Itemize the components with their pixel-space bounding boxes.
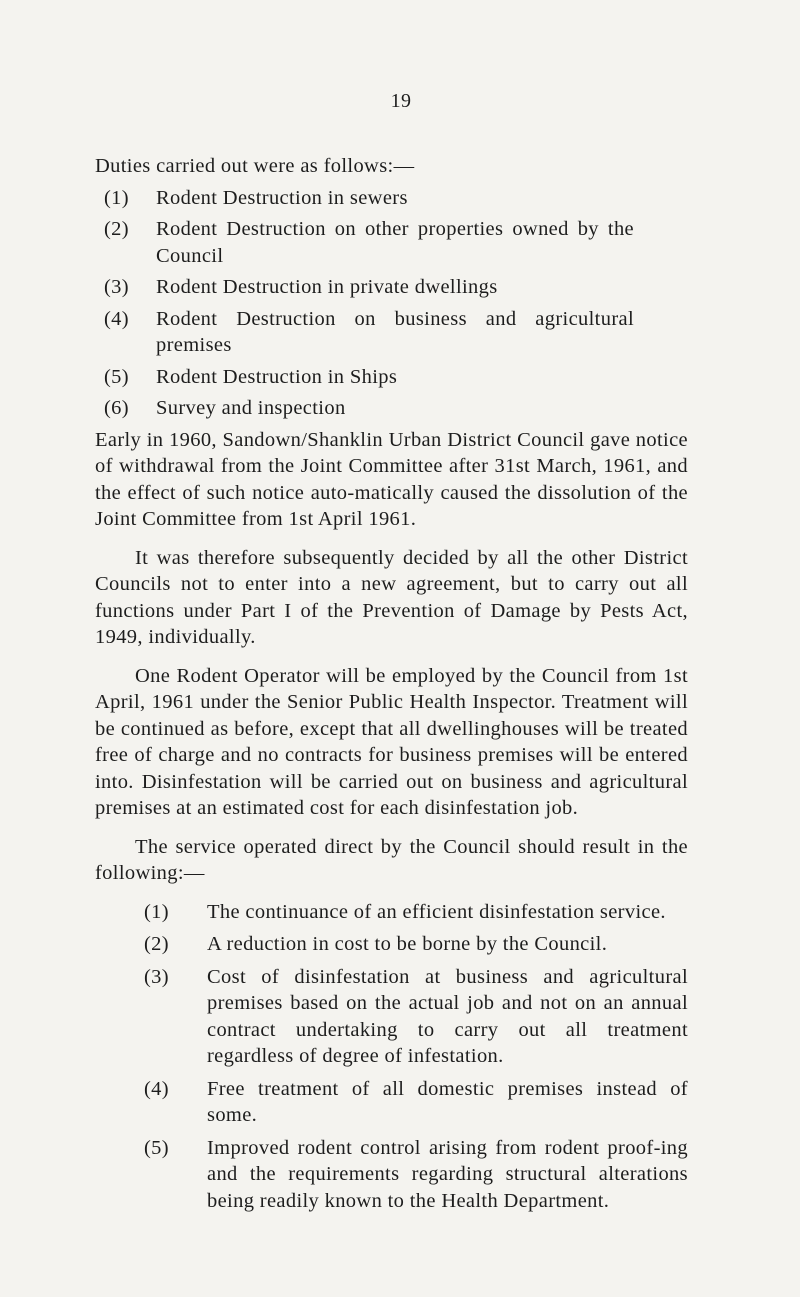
- paragraph-withdrawal: Early in 1960, Sandown/Shanklin Urban District Council gave notice of withdrawal from the Joint Committee after 31st March, 1961, and the effect of such notice auto-matically caused the dissolution of the Joint Committee from 1st April 1961.: [95, 428, 688, 530]
- duty-text: Survey and inspection: [156, 397, 346, 419]
- result-number: (2): [144, 933, 169, 955]
- duty-text: Rodent Destruction on other properties owned by the Council: [156, 218, 634, 267]
- duty-number: (4): [104, 307, 129, 330]
- result-item: [95, 1076, 688, 1129]
- duties-list: [95, 185, 688, 422]
- result-text: Improved rodent control arising from rodent proof-ing and the requirements regarding structural alterations being readily known to the Health Department.: [207, 1136, 688, 1212]
- duty-text: Rodent Destruction on business and agricultural premises: [156, 307, 634, 356]
- result-item: [95, 964, 688, 1070]
- duty-item: [95, 185, 688, 212]
- duty-text: Rodent Destruction in sewers: [156, 186, 408, 209]
- duty-text: Rodent Destruction in private dwellings: [156, 276, 498, 298]
- duty-item: [95, 274, 688, 301]
- paragraph-operator: One Rodent Operator will be employed by the Council from 1st April, 1961 under the Senior Public Health Inspector. Treatment will be continued as before, except that all dwellinghouses will be treated free of charge and no contracts for business premises will be entered into. Disinfestation will be carried out on business and agricultural premises at an estimated cost for each disinfestation job.: [95, 664, 688, 819]
- result-item: [95, 899, 688, 926]
- document-page: [95, 88, 688, 1220]
- duty-item: [95, 306, 688, 359]
- duty-number: (6): [104, 397, 129, 419]
- duty-text: Rodent Destruction in Ships: [156, 365, 398, 388]
- result-item: [95, 1135, 688, 1215]
- result-text: The continuance of an efficient disinfestation service.: [207, 900, 666, 923]
- duty-item: [95, 395, 688, 422]
- result-number: (5): [144, 1136, 169, 1159]
- result-number: (4): [144, 1077, 169, 1100]
- result-number: (1): [144, 900, 169, 923]
- duty-number: (5): [104, 365, 129, 388]
- result-item: [95, 931, 688, 958]
- duty-number: (3): [104, 276, 129, 298]
- duty-item: [95, 364, 688, 391]
- duty-item: [95, 216, 688, 269]
- results-list: [95, 899, 688, 1215]
- paragraph-decision: It was therefore subsequently decided by all the other District Councils not to enter into a new agreement, but to carry out all functions under Part I of the Prevention of Damage by Pests Act, 1949, individually.: [95, 546, 688, 648]
- result-text: Free treatment of all domestic premises instead of some.: [207, 1077, 688, 1126]
- result-text: Cost of disinfestation at business and agricultural premises based on the actual job and not on an annual contract undertaking to carry out all treatment regardless of degree of infestation.: [207, 965, 688, 1067]
- result-number: (3): [144, 965, 169, 988]
- page-number: 19: [390, 90, 412, 112]
- paragraph-service-result: The service operated direct by the Council should result in the following:—: [95, 835, 688, 884]
- result-text: A reduction in cost to be borne by the Council.: [207, 933, 608, 955]
- duties-intro: Duties carried out were as follows:—: [95, 155, 415, 177]
- duty-number: (2): [104, 218, 129, 240]
- duty-number: (1): [104, 186, 129, 209]
